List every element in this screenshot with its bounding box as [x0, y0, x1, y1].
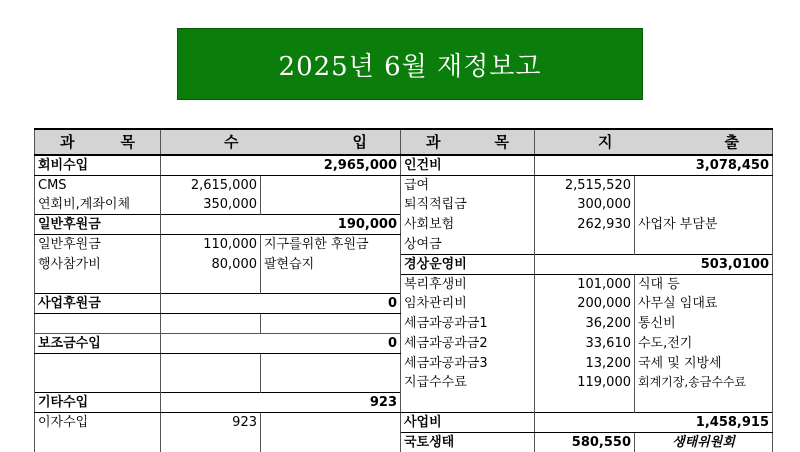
expense-item-amount — [535, 235, 635, 255]
table-row — [35, 314, 773, 334]
expense-item-note: 사업자 부담분 — [635, 215, 773, 235]
table-row — [35, 235, 773, 255]
expense-item-amount: 2,515,520 — [535, 176, 635, 196]
table-row — [35, 254, 773, 274]
income-item-amount: 350,000 — [161, 195, 261, 215]
header-expense-account: 과 목 — [401, 129, 535, 155]
expense-item-name: 임차관리비 — [401, 294, 535, 314]
table-row — [35, 176, 773, 196]
expense-personnel-total: 3,078,450 — [535, 155, 773, 176]
expense-item-note: 생태위원회 — [635, 433, 773, 452]
income-general-label: 일반후원금 — [35, 215, 161, 235]
income-item-note: 팔현습지 — [261, 254, 401, 274]
table-row — [35, 433, 773, 452]
income-membership-total: 2,965,000 — [161, 155, 401, 176]
expense-item-name: 세금과공과금2 — [401, 334, 535, 354]
income-blank — [261, 433, 401, 452]
income-item-note — [261, 413, 401, 433]
table-row — [35, 155, 773, 176]
header-income: 수 입 — [161, 129, 401, 155]
income-blank — [161, 274, 261, 294]
expense-item-name: 세금과공과금1 — [401, 314, 535, 334]
header-expense: 지 출 — [535, 129, 773, 155]
income-business-total: 0 — [161, 294, 401, 314]
income-blank — [161, 314, 261, 334]
income-blank — [35, 314, 161, 334]
table-row — [35, 274, 773, 294]
table-header-row — [35, 129, 773, 155]
expense-item-name: 퇴직적립금 — [401, 195, 535, 215]
expense-item-amount: 300,000 — [535, 195, 635, 215]
expense-item-name: 세금과공과금3 — [401, 354, 535, 374]
income-item-amount: 923 — [161, 413, 261, 433]
income-blank — [35, 274, 161, 294]
expense-item-note: 통신비 — [635, 314, 773, 334]
income-blank — [161, 373, 261, 393]
expense-item-amount: 119,000 — [535, 373, 635, 393]
expense-item-note — [635, 176, 773, 196]
income-item-note — [261, 195, 401, 215]
expense-item-name: 급여 — [401, 176, 535, 196]
income-general-total: 190,000 — [161, 215, 401, 235]
income-blank — [261, 274, 401, 294]
income-membership-label: 회비수입 — [35, 155, 161, 176]
income-item-name: 일반후원금 — [35, 235, 161, 255]
income-item-amount: 2,615,000 — [161, 176, 261, 196]
income-subsidy-total: 0 — [161, 334, 401, 354]
expense-blank — [535, 393, 635, 413]
expense-projects-label: 사업비 — [401, 413, 535, 433]
income-subsidy-label: 보조금수입 — [35, 334, 161, 354]
income-blank — [161, 354, 261, 374]
expense-item-amount: 33,610 — [535, 334, 635, 354]
expense-operating-total: 503,0100 — [535, 254, 773, 274]
income-item-name: 행사참가비 — [35, 254, 161, 274]
table-row — [35, 393, 773, 413]
income-blank — [261, 314, 401, 334]
income-blank — [261, 354, 401, 374]
income-business-label: 사업후원금 — [35, 294, 161, 314]
income-item-amount: 110,000 — [161, 235, 261, 255]
expense-item-note: 국세 및 지방세 — [635, 354, 773, 374]
table-row — [35, 373, 773, 393]
income-blank — [261, 373, 401, 393]
expense-item-note — [635, 235, 773, 255]
expense-item-name: 지급수수료 — [401, 373, 535, 393]
expense-blank — [401, 393, 535, 413]
income-other-total: 923 — [161, 393, 401, 413]
expense-blank — [635, 393, 773, 413]
income-blank — [35, 354, 161, 374]
expense-item-amount: 580,550 — [535, 433, 635, 452]
expense-projects-total: 1,458,915 — [535, 413, 773, 433]
income-item-name: CMS — [35, 176, 161, 196]
report-title: 2025년 6월 재정보고 — [279, 46, 542, 83]
finance-report-table — [34, 128, 773, 452]
table-row — [35, 195, 773, 215]
expense-item-amount: 200,000 — [535, 294, 635, 314]
expense-item-note — [635, 195, 773, 215]
header-income-account: 과 목 — [35, 129, 161, 155]
expense-item-note: 사무실 임대료 — [635, 294, 773, 314]
income-blank — [35, 373, 161, 393]
income-item-note: 지구를위한 후원금 — [261, 235, 401, 255]
income-item-note — [261, 176, 401, 196]
expense-item-name: 사회보험 — [401, 215, 535, 235]
expense-item-note: 회계기장,송금수수료 — [635, 373, 773, 393]
income-blank — [35, 433, 161, 452]
expense-item-amount: 13,200 — [535, 354, 635, 374]
expense-item-name: 복리후생비 — [401, 274, 535, 294]
expense-item-amount: 262,930 — [535, 215, 635, 235]
report-title-banner — [177, 28, 643, 100]
table-row — [35, 334, 773, 354]
expense-item-amount: 36,200 — [535, 314, 635, 334]
expense-item-name: 국토생태 — [401, 433, 535, 452]
expense-item-amount: 101,000 — [535, 274, 635, 294]
income-item-name: 이자수입 — [35, 413, 161, 433]
income-item-name: 연회비,계좌이체 — [35, 195, 161, 215]
table-row — [35, 215, 773, 235]
income-blank — [161, 433, 261, 452]
table-row — [35, 294, 773, 314]
income-item-amount: 80,000 — [161, 254, 261, 274]
expense-item-note: 수도,전기 — [635, 334, 773, 354]
expense-item-note: 식대 등 — [635, 274, 773, 294]
expense-personnel-label: 인건비 — [401, 155, 535, 176]
income-other-label: 기타수입 — [35, 393, 161, 413]
expense-operating-label: 경상운영비 — [401, 254, 535, 274]
expense-item-name: 상여금 — [401, 235, 535, 255]
table-row — [35, 413, 773, 433]
table-row — [35, 354, 773, 374]
